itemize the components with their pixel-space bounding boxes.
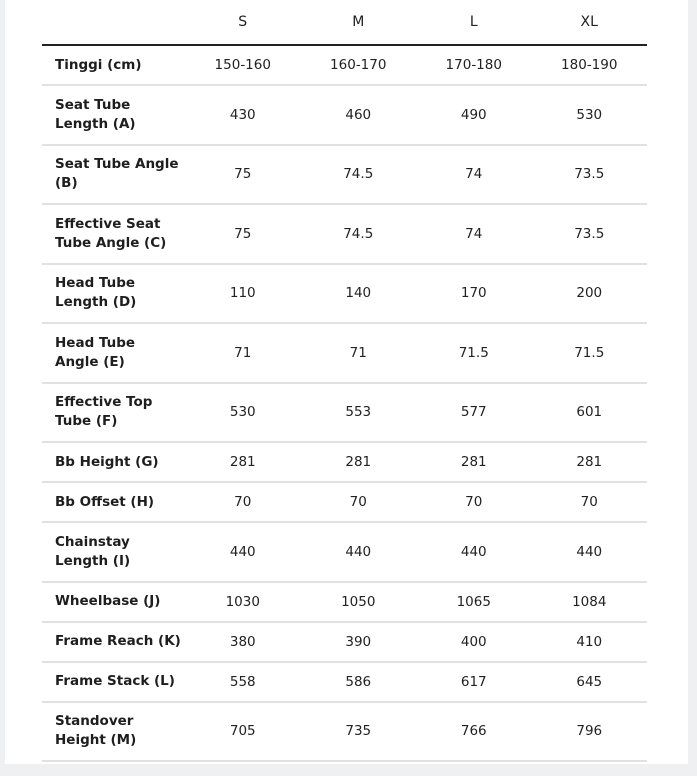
row-label: Tinggi (cm)	[42, 45, 185, 85]
cell-m: 160-170	[301, 45, 417, 85]
geometry-table	[42, 0, 647, 762]
cell-s: 1030	[185, 582, 301, 622]
cell-xl: 200	[532, 264, 648, 324]
table-row	[42, 662, 647, 702]
cell-l: 74	[416, 204, 532, 264]
cell-m: 1050	[301, 582, 417, 622]
table-body	[42, 45, 647, 761]
cell-l: 170	[416, 264, 532, 324]
row-label: Effective Top Tube (F)	[42, 383, 185, 443]
cell-s: 430	[185, 85, 301, 145]
table-row	[42, 323, 647, 383]
cell-xl: 601	[532, 383, 648, 443]
cell-m: 440	[301, 522, 417, 582]
row-label: Effective Seat Tube Angle (C)	[42, 204, 185, 264]
cell-s: 71	[185, 323, 301, 383]
geometry-card	[5, 0, 688, 764]
table-row	[42, 442, 647, 482]
cell-xl: 645	[532, 662, 648, 702]
cell-s: 150-160	[185, 45, 301, 85]
row-label: Standover Height (M)	[42, 702, 185, 762]
cell-xl: 440	[532, 522, 648, 582]
cell-s: 440	[185, 522, 301, 582]
row-label: Frame Reach (K)	[42, 622, 185, 662]
cell-m: 74.5	[301, 204, 417, 264]
table-row	[42, 383, 647, 443]
table-row	[42, 482, 647, 522]
cell-s: 75	[185, 204, 301, 264]
cell-s: 705	[185, 702, 301, 762]
cell-l: 281	[416, 442, 532, 482]
table-row	[42, 622, 647, 662]
cell-l: 490	[416, 85, 532, 145]
cell-s: 281	[185, 442, 301, 482]
cell-m: 553	[301, 383, 417, 443]
cell-m: 70	[301, 482, 417, 522]
row-label: Seat Tube Angle (B)	[42, 145, 185, 205]
cell-l: 1065	[416, 582, 532, 622]
cell-l: 71.5	[416, 323, 532, 383]
table-header	[42, 0, 647, 45]
row-label: Head Tube Angle (E)	[42, 323, 185, 383]
row-label: Head Tube Length (D)	[42, 264, 185, 324]
cell-m: 74.5	[301, 145, 417, 205]
header-size-xl: XL	[532, 0, 648, 45]
row-label: Chainstay Length (I)	[42, 522, 185, 582]
cell-xl: 70	[532, 482, 648, 522]
cell-l: 440	[416, 522, 532, 582]
cell-l: 400	[416, 622, 532, 662]
cell-xl: 180-190	[532, 45, 648, 85]
cell-m: 390	[301, 622, 417, 662]
table-row	[42, 85, 647, 145]
cell-s: 70	[185, 482, 301, 522]
cell-m: 735	[301, 702, 417, 762]
cell-xl: 73.5	[532, 145, 648, 205]
cell-l: 170-180	[416, 45, 532, 85]
row-label: Frame Stack (L)	[42, 662, 185, 702]
table-row	[42, 145, 647, 205]
cell-xl: 530	[532, 85, 648, 145]
row-label: Bb Offset (H)	[42, 482, 185, 522]
row-label: Seat Tube Length (A)	[42, 85, 185, 145]
cell-xl: 71.5	[532, 323, 648, 383]
cell-xl: 281	[532, 442, 648, 482]
cell-l: 617	[416, 662, 532, 702]
cell-xl: 1084	[532, 582, 648, 622]
header-size-s: S	[185, 0, 301, 45]
table-row	[42, 45, 647, 85]
row-label: Wheelbase (J)	[42, 582, 185, 622]
cell-l: 766	[416, 702, 532, 762]
cell-s: 380	[185, 622, 301, 662]
table-row	[42, 702, 647, 762]
header-size-l: L	[416, 0, 532, 45]
cell-l: 74	[416, 145, 532, 205]
cell-s: 75	[185, 145, 301, 205]
cell-m: 140	[301, 264, 417, 324]
header-empty-cell	[42, 0, 185, 45]
cell-xl: 796	[532, 702, 648, 762]
cell-l: 70	[416, 482, 532, 522]
cell-xl: 410	[532, 622, 648, 662]
cell-l: 577	[416, 383, 532, 443]
cell-m: 71	[301, 323, 417, 383]
cell-m: 460	[301, 85, 417, 145]
table-row	[42, 204, 647, 264]
table-row	[42, 264, 647, 324]
header-row	[42, 0, 647, 45]
table-row	[42, 582, 647, 622]
header-size-m: M	[301, 0, 417, 45]
cell-xl: 73.5	[532, 204, 648, 264]
cell-m: 586	[301, 662, 417, 702]
row-label: Bb Height (G)	[42, 442, 185, 482]
cell-s: 530	[185, 383, 301, 443]
cell-s: 558	[185, 662, 301, 702]
table-row	[42, 522, 647, 582]
cell-s: 110	[185, 264, 301, 324]
cell-m: 281	[301, 442, 417, 482]
